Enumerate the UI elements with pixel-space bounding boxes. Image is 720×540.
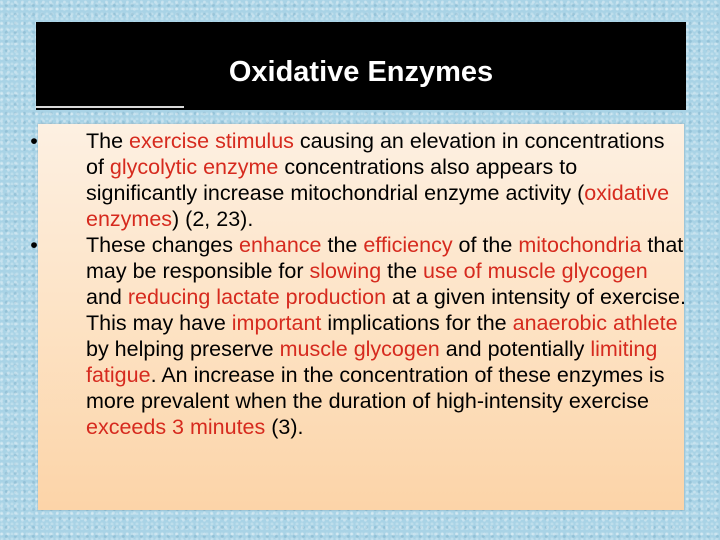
highlighted-text: exercise stimulus bbox=[129, 129, 294, 153]
body-text: causing an elevation in concentrations of bbox=[86, 129, 665, 179]
body-text: of the bbox=[452, 233, 519, 257]
bullet-dot-icon: • bbox=[30, 233, 38, 257]
body-text: ) (2, 23). bbox=[172, 207, 254, 231]
bullet-dot-icon: • bbox=[30, 129, 38, 153]
highlighted-text: slowing bbox=[309, 259, 382, 283]
body-text: The bbox=[86, 129, 130, 153]
highlighted-text: glycolytic enzyme bbox=[109, 155, 279, 179]
highlighted-text: exceeds 3 minutes bbox=[86, 415, 266, 439]
body-text: and potentially bbox=[439, 337, 591, 361]
highlighted-text: use of muscle glycogen bbox=[423, 259, 648, 283]
highlighted-text: oxidative enzymes bbox=[86, 181, 670, 231]
body-text: that may be responsible for bbox=[86, 233, 684, 283]
title-bar bbox=[36, 22, 686, 110]
body-text: at a given intensity of exercise. This may have bbox=[86, 285, 686, 335]
highlighted-text: efficiency bbox=[363, 233, 453, 257]
highlighted-text: important bbox=[231, 311, 322, 335]
bullet-item bbox=[28, 232, 688, 440]
body-text: by helping preserve bbox=[86, 337, 280, 361]
highlighted-text: enhance bbox=[239, 233, 322, 257]
highlighted-text: reducing lactate production bbox=[127, 285, 387, 309]
body-text: the bbox=[381, 259, 424, 283]
highlighted-text: mitochondria bbox=[518, 233, 642, 257]
highlighted-text: muscle glycogen bbox=[279, 337, 440, 361]
body-text: These changes bbox=[86, 233, 239, 257]
body-text: and bbox=[86, 285, 128, 309]
highlighted-text: anaerobic athlete bbox=[512, 311, 678, 335]
body-text: . An increase in the concentration of these enzymes is more prevalent when the duration of high-intensity exercise bbox=[86, 363, 665, 413]
title-underline bbox=[36, 106, 184, 108]
highlighted-text: limiting fatigue bbox=[86, 337, 658, 387]
body-text: the bbox=[321, 233, 364, 257]
body-text: concentrations also appears to significantly increase mitochondrial enzyme activity ( bbox=[86, 155, 585, 205]
body-text: (3). bbox=[265, 415, 304, 439]
bullet-list bbox=[28, 128, 688, 440]
body-text: implications for the bbox=[321, 311, 513, 335]
bullet-item bbox=[28, 128, 688, 232]
slide-title: Oxidative Enzymes bbox=[228, 56, 494, 88]
